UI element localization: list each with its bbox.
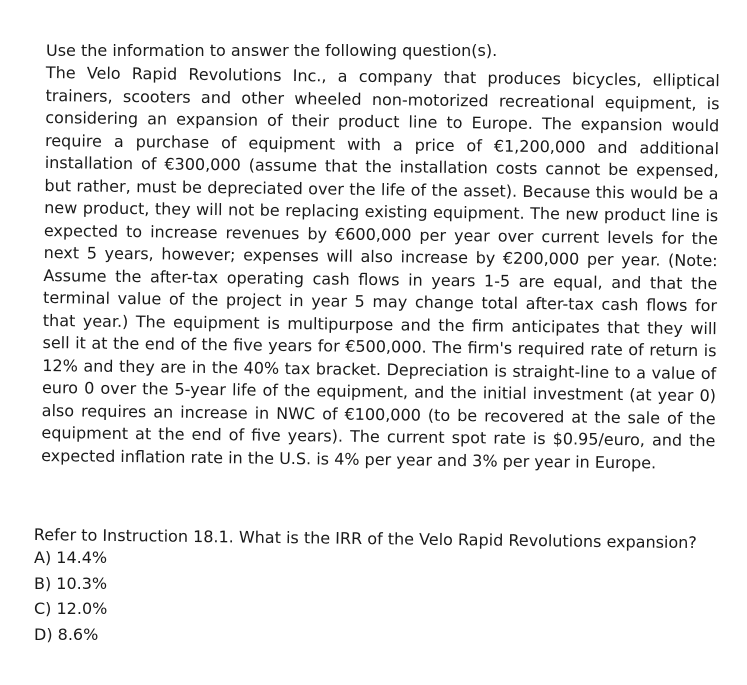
case-passage: The Velo Rapid Revolutions Inc., a company that produces bicycles, elliptical trainers, scooters and other wheeled non-motorized recreational equipment, is considering an expansion of their product line to Europe. The expansion would require a purchase of equipment with a price of €1,200,000 and additional installation of €300,000 (assume that the installation costs cannot be expensed, but rather, must be depreciated over the life of the asset). Because this would be a new product, they will not be replacing existing equipment. The new product line is expected to increase revenues by €600,000 per year over current levels for the next 5 years, however; expenses will also increase by €200,000 per year. (Note: Assume the after-tax operating cash flows in years 1-5 are equal, and that the terminal value of the project in year 5 may change total after-tax cash flows for that year.) The equipment is multipurpose and the firm anticipates that they will sell it at the end of the five years for €500,000. The firm's required rate of return is 12% and they are in the 40% tax bracket. Depreciation is straight-line to a value of euro 0 over the 5-year life of the equipment, and the initial investment (at year 0) also requires an increase in NWC of €100,000 (to be recovered at the sale of the equipment at the end of five years). The current spot rate is $0.95/euro, and the expected inflation rate in the U.S. is 4% per year and 3% per year in Europe.: [41, 62, 720, 472]
answer-options: [34, 547, 107, 649]
option-a: A) 14.4%: [34, 548, 108, 567]
option-c: C) 12.0%: [34, 599, 108, 618]
question-text: Refer to Instruction 18.1. What is the IRR of the Velo Rapid Revolutions expansion?: [33, 524, 697, 553]
option-d: D) 8.6%: [34, 624, 99, 644]
option-b: B) 10.3%: [34, 573, 108, 593]
instruction-heading: Use the information to answer the following question(s).: [46, 41, 498, 60]
